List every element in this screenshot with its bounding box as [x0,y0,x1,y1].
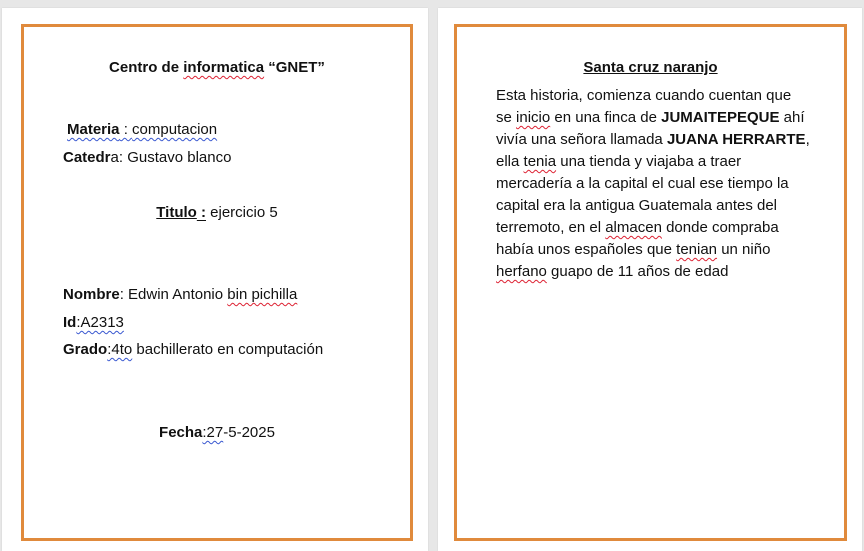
story-text: capital era la antigua Guatemala antes del [496,197,778,214]
story-text: ella [496,153,524,170]
fecha-line [21,423,413,443]
fecha-value: :27 [202,424,224,441]
titulo-label: Titulo [156,204,197,221]
cover-page [2,8,428,551]
page-border [21,24,413,541]
story-text: Esta historia, comienza cuando cuentan que [496,87,792,104]
nombre-value: : Edwin Antonio [119,286,228,303]
catedra-line [63,148,231,168]
titulo-sep: : [196,204,206,221]
story-line [496,129,816,151]
story-text-bold: JUMAITEPEQUE [661,109,780,126]
story-line [496,239,816,261]
story-text: había unos españoles que [496,241,677,258]
catedra-value: a: Gustavo blanco [110,149,232,166]
story-text: herfano [496,263,547,280]
story-text: almacen [605,219,662,236]
materia-line [67,120,217,140]
nombre-label: Nombre [63,286,120,303]
story-text: mercadería a la capital el cual ese tiempo la [496,175,789,192]
grado-label: Grado [63,341,108,358]
story-text: donde compraba [661,219,779,236]
story-line [496,173,816,195]
story-title-text: Santa cruz naranjo [583,59,718,76]
materia-label: Materia [67,121,120,138]
nombre-line [63,285,297,305]
materia-value: computacion [132,121,218,138]
story-title [454,58,847,78]
story-line [496,151,816,173]
story-line [496,107,816,129]
grado-value: :4to [107,341,133,358]
catedra-label: Catedr [63,149,111,166]
titulo-value: ejercicio 5 [206,204,278,221]
story-line [496,261,816,283]
story-text: una tienda y viajaba a traer [556,153,742,170]
story-text: vivía una señora llamada [496,131,667,148]
grado-value-rest: bachillerato en computación [132,341,324,358]
story-text: guapo de 11 años de edad [546,263,729,280]
story-page [438,8,862,551]
fecha-value-rest: -5-2025 [223,424,275,441]
school-title-suffix: “GNET” [264,59,325,76]
story-line [496,195,816,217]
story-text-bold: JUANA HERRARTE [666,131,806,148]
story-line [496,217,816,239]
titulo-line [21,203,413,223]
school-title [21,58,413,78]
grado-line [63,340,323,360]
story-text: tenian [676,241,718,258]
story-text: ahí [779,109,805,126]
id-line [63,313,124,333]
school-title-prefix: Centro de [109,59,184,76]
school-title-word: informatica [183,59,265,76]
story-line [496,85,816,107]
story-text: un niño [717,241,771,258]
story-text: en una finca de [550,109,662,126]
fecha-label: Fecha [159,424,203,441]
materia-sep: : [119,121,133,138]
story-text: inicio [516,109,551,126]
story-text: , [805,131,810,148]
story-text: se [496,109,517,126]
story-body [496,85,816,283]
id-label: Id [63,314,77,331]
story-text: terremoto, en el [496,219,606,236]
id-value: :A2313 [76,314,124,331]
story-text: tenia [523,153,557,170]
nombre-value-surname: bin pichilla [227,286,298,303]
